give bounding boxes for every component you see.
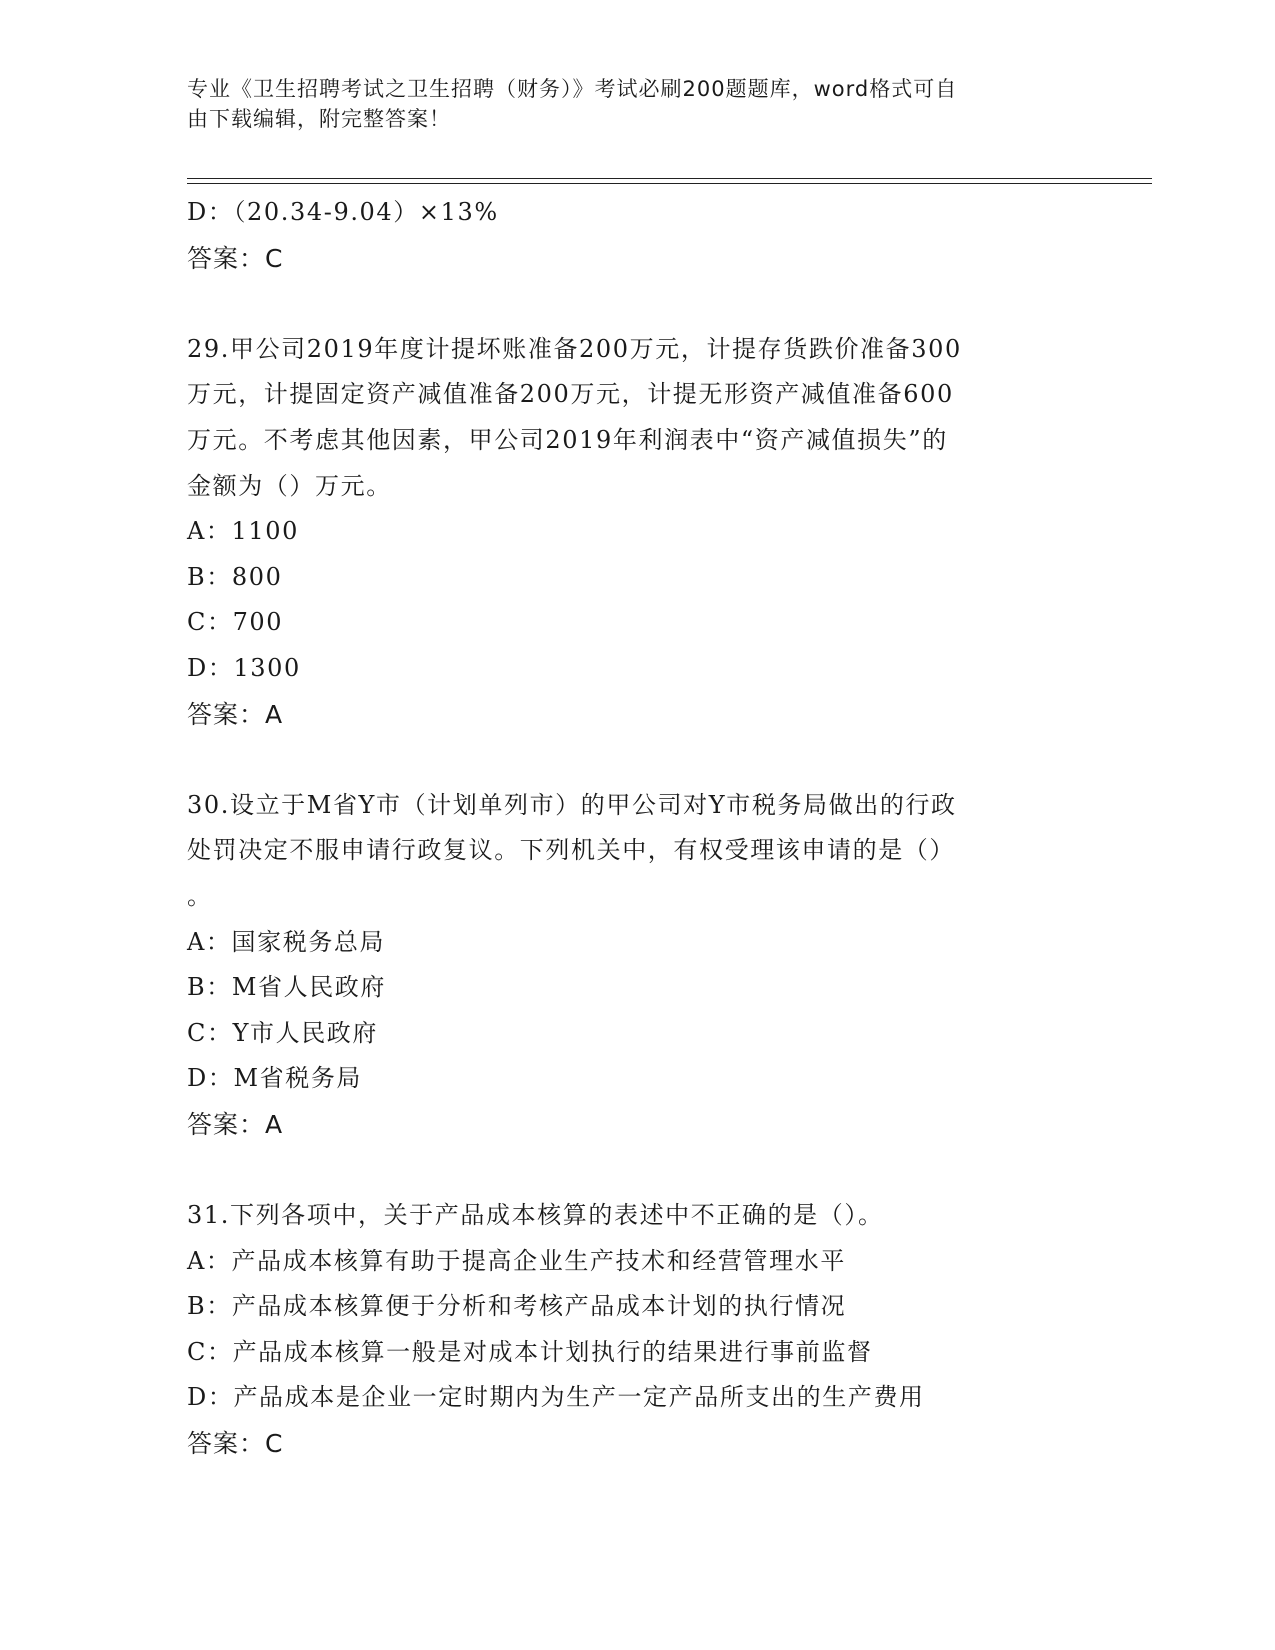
header-divider-bottom [187,183,1152,184]
question-stem-line: 金额为（）万元。 [187,471,392,500]
answer-line: 答案：A [187,699,284,729]
option-b: B：M省人民政府 [187,973,387,1002]
option-c: C：Y市人民政府 [187,1018,379,1047]
question-29 [187,327,1087,737]
option-d: D：M省税务局 [187,1064,363,1093]
option-d: D：1300 [187,653,301,682]
document-header [187,74,1067,134]
question-stem-line: 30.设立于M省Y市（计划单列市）的甲公司对Y市税务局做出的行政 [187,790,957,819]
header-divider-top [187,178,1152,179]
question-stem-line: 万元。不考虑其他因素，甲公司2019年利润表中“资产减值损失”的 [187,425,948,454]
option-b: B：800 [187,562,283,591]
option-a: A：产品成本核算有助于提高企业生产技术和经营管理水平 [187,1246,846,1275]
header-line-2: 由下载编辑，附完整答案！ [187,107,451,131]
spacer [187,737,1087,783]
option-d: D：产品成本是企业一定时期内为生产一定产品所支出的生产费用 [187,1383,925,1412]
document-body [187,190,1087,1467]
question-stem-line: 29.甲公司2019年度计提坏账准备200万元，计提存货跌价准备300 [187,334,962,363]
option-b: B：产品成本核算便于分析和考核产品成本计划的执行情况 [187,1292,847,1321]
option-a: A：国家税务总局 [187,927,386,956]
question-stem-line: 31.下列各项中，关于产品成本核算的表述中不正确的是（）。 [187,1201,884,1230]
question-stem-line: 。 [187,881,213,910]
spacer [187,281,1087,327]
option-d: D：（20.34-9.04）×13% [187,198,499,226]
answer-line: 答案：C [187,243,284,273]
answer-line: 答案：A [187,1109,284,1139]
answer-line: 答案：C [187,1429,284,1459]
option-c: C：700 [187,608,284,637]
question-stem-line: 处罚决定不服申请行政复议。下列机关中，有权受理该申请的是（） [187,836,955,865]
header-line-1: 专业《卫生招聘考试之卫生招聘（财务）》考试必刷200题题库，word格式可自 [187,77,958,101]
spacer [187,1147,1087,1193]
question-30 [187,783,1087,1148]
option-c: C：产品成本核算一般是对成本计划执行的结果进行事前监督 [187,1337,873,1366]
question-stem-line: 万元，计提固定资产减值准备200万元，计提无形资产减值准备600 [187,380,954,409]
previous-question-tail [187,190,1087,281]
question-31 [187,1193,1087,1467]
option-a: A：1100 [187,517,300,546]
